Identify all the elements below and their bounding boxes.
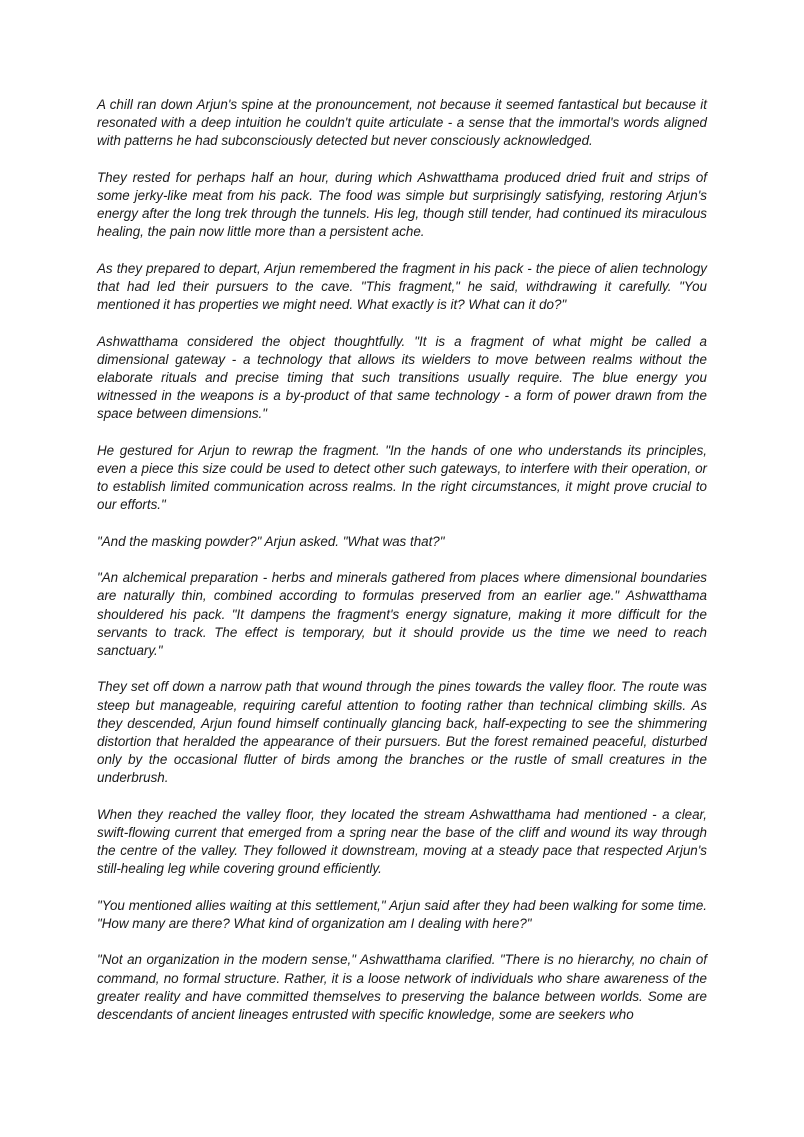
document-page [97, 96, 707, 1024]
paragraph: A chill ran down Arjun's spine at the pronouncement, not because it seemed fantastical but because it resonated with a deep intuition he couldn't quite articulate - a sense that the immortal's words aligned with patterns he had subconsciously detected but never consciously acknowledged. [97, 97, 707, 149]
paragraph: "And the masking powder?" Arjun asked. "What was that?" [97, 533, 445, 549]
paragraph: "Not an organization in the modern sense," Ashwatthama clarified. "There is no hierarchy, no chain of command, no formal structure. Rather, it is a loose network of individuals who share awareness of the greater reality and have committed themselves to preserving the balance between worlds. Some are descendants of ancient lineages entrusted with specific knowledge, some are seekers who [97, 952, 707, 1022]
paragraph: Ashwatthama considered the object thoughtfully. "It is a fragment of what might be called a dimensional gateway - a technology that allows its wielders to move between realms without the elaborate rituals and precise timing that such transitions usually require. The blue energy you witnessed in the weapons is a by-product of that same technology - a form of power drawn from the space between dimensions." [97, 333, 707, 422]
paragraph: As they prepared to depart, Arjun remembered the fragment in his pack - the piece of alien technology that had led their pursuers to the cave. "This fragment," he said, withdrawing it carefully. "You mentioned it has properties we might need. What exactly is it? What can it do?" [97, 260, 707, 313]
paragraph: When they reached the valley floor, they located the stream Ashwatthama had mentioned - a clear, swift-flowing current that emerged from a spring near the base of the cliff and wound its way through the centre of the valley. They followed it downstream, moving at a steady pace that respected Arjun's still-healing leg while covering ground efficiently. [97, 806, 707, 877]
paragraph: They rested for perhaps half an hour, during which Ashwatthama produced dried fruit and strips of some jerky-like meat from his pack. The food was simple but surprisingly satisfying, restoring Arjun's energy after the long trek through the tunnels. His leg, though still tender, had continued its miraculous healing, the pain now little more than a persistent ache. [97, 169, 707, 240]
paragraph: "An alchemical preparation - herbs and minerals gathered from places where dimensional boundaries are naturally thin, combined according to formulas preserved from an earlier age." Ashwatthama shouldered his pack. "It dampens the fragment's energy signature, making it more difficult for the servants to track. The effect is temporary, but it should provide us the time we need to reach sanctuary." [97, 570, 707, 658]
paragraph: He gestured for Arjun to rewrap the fragment. "In the hands of one who understands its principles, even a piece this size could be used to detect other such gateways, to interfere with their operation, or to establish limited communication across realms. In the right circumstances, it might prove crucial to our efforts." [97, 442, 707, 513]
paragraph: They set off down a narrow path that wound through the pines towards the valley floor. The route was steep but manageable, requiring careful attention to footing rather than technical climbing skills. As they descended, Arjun found himself continually glancing back, half-expecting to see the shimmering distortion that heralded the appearance of their pursuers. But the forest remained peaceful, disturbed only by the occasional flutter of birds among the branches or the rustle of small creatures in the underbrush. [97, 679, 707, 786]
paragraph: "You mentioned allies waiting at this settlement," Arjun said after they had been walking for some time. "How many are there? What kind of organization am I dealing with here?" [97, 897, 707, 931]
